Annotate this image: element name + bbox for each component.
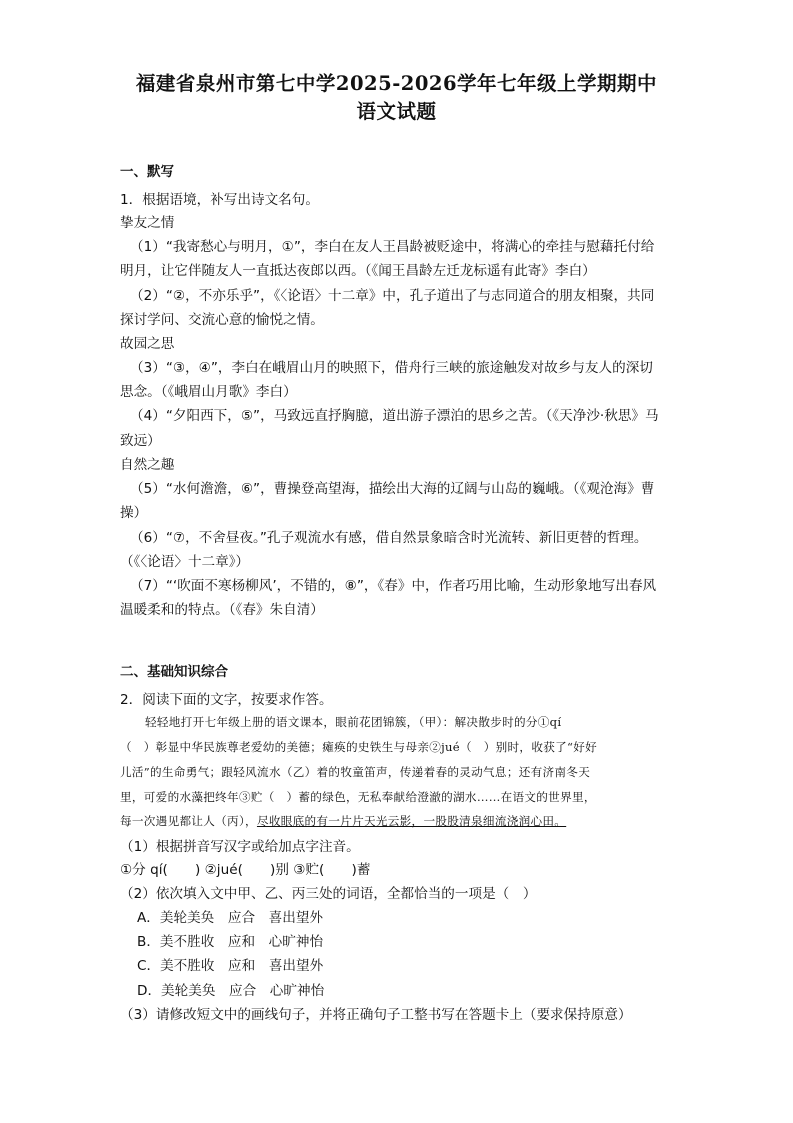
passage-line-5 bbox=[120, 816, 680, 828]
group-heading-friendship: 挚友之情 bbox=[120, 215, 175, 231]
item-1-line-b: 明月，让它伴随友人一直抵达夜郎以西。（《闻王昌龄左迁龙标遥有此寄》李白） bbox=[120, 263, 596, 279]
group-heading-homesick: 故园之思 bbox=[120, 336, 175, 352]
group-heading-nature: 自然之趣 bbox=[120, 457, 175, 473]
option-d: D．美轮美奂 应合 心旷神怡 bbox=[137, 983, 325, 999]
item-2-line-b: 探讨学问、交流心意的愉悦之情。 bbox=[120, 312, 324, 328]
item-5-line-b: 操） bbox=[120, 505, 148, 521]
subquestion-1-answer-slots: ①分 qí( ) ②jué( )别 ③贮( )蓄 bbox=[120, 862, 371, 878]
item-6-line-b: （《〈论语〉十二章》） bbox=[120, 554, 250, 570]
question-1-prompt: 1．根据语境，补写出诗文名句。 bbox=[120, 192, 319, 208]
option-c: C．美不胜收 应和 喜出望外 bbox=[137, 958, 324, 974]
exam-title-line2: 语文试题 bbox=[356, 100, 437, 123]
passage-line-4: 里，可爱的水藻把终年③贮（ ）蓄的绿色，无私奉献给澄澈的湖水……在语文的世界里， bbox=[120, 790, 596, 804]
underlined-sentence: 尽收眼底的有一片片天光云影，一股股清泉细流浇润心田。 bbox=[256, 814, 567, 828]
passage-line-2: （ ）彰显中华民族尊老爱幼的美德；瘫痪的史铁生与母亲②jué（ ）别时，收获了“好好 bbox=[120, 740, 598, 754]
passage-line-3: 儿活”的生命勇气；跟轻风流水（乙）着的牧童笛声，传递着春的灵动气息；还有济南冬天 bbox=[120, 765, 591, 779]
item-3-line-a: （3）“③，④”，李白在峨眉山月的映照下，借舟行三峡的旅途触发对故乡与友人的深切 bbox=[130, 360, 653, 376]
item-7-line-b: 温暖柔和的特点。（《春》朱自清） bbox=[120, 602, 324, 618]
exam-title-line1: 福建省泉州市第七中学2025-2026学年七年级上学期期中 bbox=[135, 72, 658, 95]
subquestion-1: （1）根据拼音写汉字或给加点字注音。 bbox=[120, 839, 360, 855]
option-b: B．美不胜收 应和 心旷神怡 bbox=[137, 934, 324, 950]
item-6-line-a: （6）“⑦，不舍昼夜。”孔子观流水有感，借自然景象暗含时光流转、新旧更替的哲理。 bbox=[130, 530, 648, 546]
passage-line-5-plain: 每一次遇见都让人（丙）， bbox=[120, 814, 257, 828]
section-heading-basic-knowledge: 二、基础知识综合 bbox=[120, 664, 228, 680]
question-2-prompt: 2．阅读下面的文字，按要求作答。 bbox=[120, 692, 333, 708]
passage-line-1: 轻轻地打开七年级上册的语文课本，眼前花团锦簇，（甲）：解决散步时的分①qí bbox=[145, 715, 562, 729]
item-1-line-a: （1）“我寄愁心与明月，①”，李白在友人王昌龄被贬途中，将满心的牵挂与慰藉托付给 bbox=[130, 239, 655, 255]
item-5-line-a: （5）“水何澹澹，⑥”，曹操登高望海，描绘出大海的辽阔与山岛的巍峨。（《观沧海》曹 bbox=[130, 481, 655, 497]
section-heading-dictation: 一、默写 bbox=[120, 164, 174, 180]
subquestion-2: （2）依次填入文中甲、乙、丙三处的词语，全都恰当的一项是（ ） bbox=[120, 886, 537, 902]
item-2-line-a: （2）“②，不亦乐乎”，《〈论语〉十二章》中，孔子道出了与志同道合的朋友相聚，共同 bbox=[130, 288, 655, 304]
item-4-line-b: 致远） bbox=[120, 433, 161, 449]
item-4-line-a: （4）“夕阳西下，⑤”，马致远直抒胸臆，道出游子漂泊的思乡之苦。（《天净沙·秋思》马 bbox=[130, 408, 659, 424]
subquestion-3: （3）请修改短文中的画线句子，并将正确句子工整书写在答题卡上（要求保持原意） bbox=[120, 1007, 632, 1023]
item-3-line-b: 思念。（《峨眉山月歌》李白） bbox=[120, 384, 297, 400]
option-a: A．美轮美奂 应合 喜出望外 bbox=[137, 910, 324, 926]
item-7-line-a: （7）“‘吹面不寒杨柳风’，不错的，⑧”，《春》中，作者巧用比喻，生动形象地写出春风 bbox=[130, 578, 657, 594]
